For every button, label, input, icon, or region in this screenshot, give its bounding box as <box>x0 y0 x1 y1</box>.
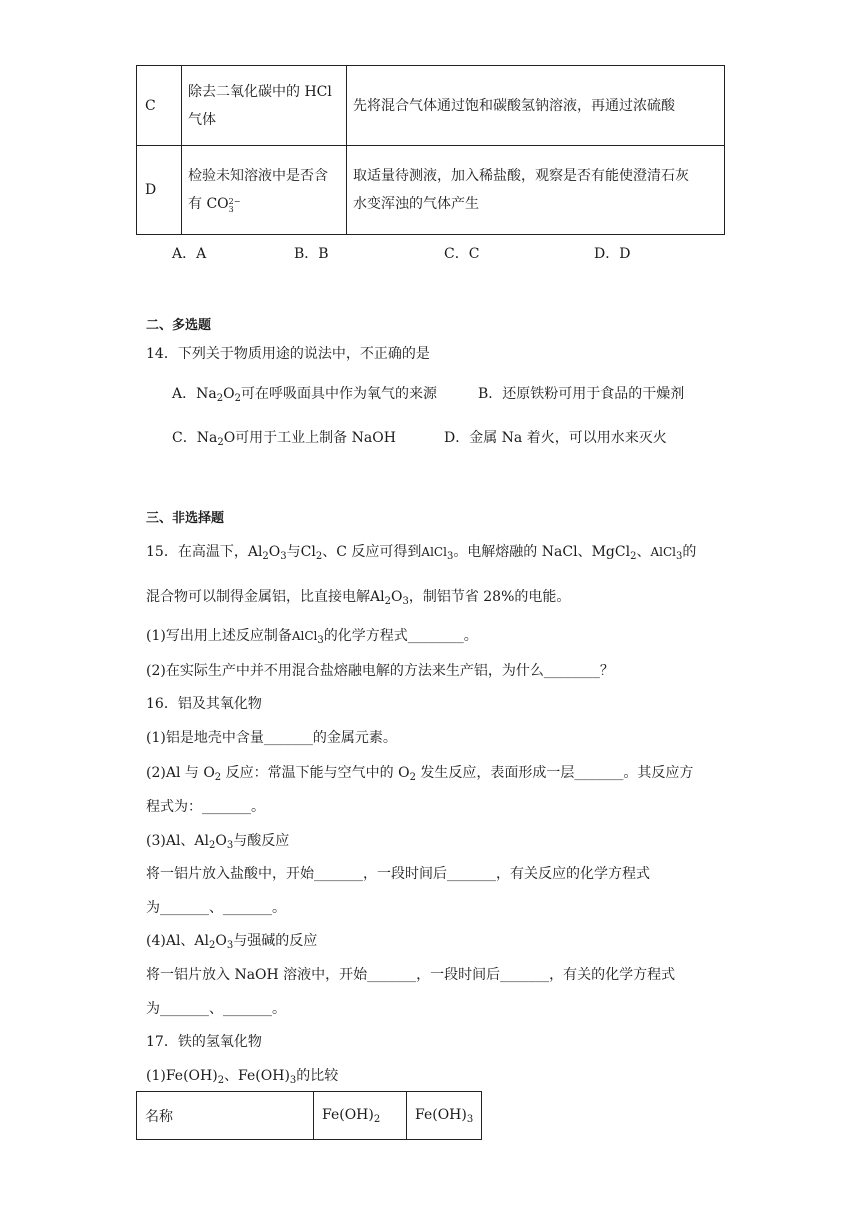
formula-sub: 2 <box>217 437 224 448</box>
option-text: 可在呼吸面具中作为氧气的来源 <box>240 386 437 402</box>
q16-part-3-line-3: 为_______、_______。 <box>146 900 286 916</box>
text: 混合物可以制得金属铝，比直接电解 <box>146 589 370 605</box>
q16-part-3 <box>146 834 289 851</box>
text: 15．在高温下， <box>146 544 248 560</box>
formula-sub: 3 <box>446 551 454 562</box>
formula-sub: 3 <box>466 1113 474 1125</box>
formula-sub: 3 <box>226 840 234 851</box>
text: 反应：常温下能与空气中的 O <box>221 765 410 781</box>
row-purpose <box>182 146 347 235</box>
option-text: 可用于工业上制备 NaOH <box>235 430 396 446</box>
formula-sub: 3 <box>402 596 409 607</box>
q16-part-1: (1)铝是地壳中含量_______的金属元素。 <box>146 730 397 746</box>
formula-part: Na <box>196 386 217 402</box>
formula-sub: 2 <box>315 551 323 562</box>
method-line-2: 水变浑浊的气体产生 <box>353 196 479 212</box>
section-title: 三、非选择题 <box>146 511 225 526</box>
formula-part: O <box>223 430 236 446</box>
q16-title: 16．铝及其氧化物 <box>146 696 262 712</box>
q16-part-2-line-2: 程式为：_______。 <box>146 799 265 815</box>
q16-part-3-line-2: 将一铝片放入盐酸中，开始_______，一段时间后_______，有关反应的化学方程式 <box>146 866 650 882</box>
formula-sub: 2 <box>209 840 216 851</box>
q15-part-1 <box>146 629 478 646</box>
header-cell-feoh2 <box>314 1092 407 1140</box>
q15-part-2: (2)在实际生产中并不用混合盐熔融电解的方法来生产铝，为什么________？ <box>146 663 614 679</box>
text: O <box>215 933 227 949</box>
table-row <box>137 66 725 146</box>
formula <box>196 386 241 402</box>
formula-part: Fe(OH) <box>322 1106 374 1123</box>
text: ，制铝节省 28%的电能。 <box>408 589 571 605</box>
formula-part: O <box>390 589 403 605</box>
q16-part-2 <box>146 766 693 783</box>
q15-line-2 <box>146 590 570 607</box>
formula-sub: 2 <box>209 940 216 951</box>
q14-option-a <box>172 387 437 404</box>
q14-option-b: B．还原铁粉可用于食品的干燥剂 <box>478 386 685 402</box>
formula-part: Cl <box>300 544 316 560</box>
q13-options-table <box>136 65 725 235</box>
formula-part: Al <box>370 589 385 605</box>
text: 、 <box>636 544 651 560</box>
formula-part: AlCl <box>650 545 676 559</box>
formula-sub: 3 <box>280 551 287 562</box>
fe-hydroxide-table <box>136 1091 482 1140</box>
text: (3)Al、Al <box>146 833 210 849</box>
q15-line-1 <box>146 545 696 562</box>
formula-text: 有 CO <box>188 196 229 212</box>
q13-choice-d: D．D <box>594 246 631 262</box>
table-row <box>137 1092 482 1140</box>
section-title: 二、多选题 <box>146 318 212 333</box>
text: (2)Al 与 O <box>146 765 215 781</box>
text: (1)Fe(OH) <box>146 1068 218 1084</box>
formula-part: Fe(OH) <box>415 1106 467 1123</box>
formula-sub: 3 <box>289 1075 297 1086</box>
purpose-line-2: 气体 <box>188 111 216 128</box>
formula-part: O <box>268 544 281 560</box>
formula-sub: 3 <box>317 635 324 646</box>
formula-sub: 2 <box>234 393 241 404</box>
text: 、Fe(OH) <box>224 1068 290 1084</box>
formula-sub: 2 <box>409 772 416 783</box>
table-row <box>137 146 725 235</box>
formula-sub: 2 <box>216 393 224 404</box>
q14-option-c <box>172 431 396 448</box>
formula-sub: 2 <box>217 1075 225 1086</box>
row-purpose <box>182 66 347 146</box>
q14-option-d: D．金属 Na 着火，可以用水来灭火 <box>444 430 667 446</box>
formula-sub: 3 <box>226 940 234 951</box>
formula-sub: 2 <box>384 596 391 607</box>
formula-sub: 2 <box>262 551 269 562</box>
text: 与 <box>286 544 301 560</box>
row-method: 先将混合气体通过饱和碳酸氢钠溶液，再通过浓硫酸 <box>347 66 725 146</box>
formula-sub: 2 <box>373 1113 381 1125</box>
formula-part: O <box>223 386 235 402</box>
header-cell-name: 名称 <box>137 1092 314 1140</box>
formula <box>197 430 235 446</box>
text: 的化学方程式________。 <box>323 628 478 644</box>
q16-part-4-line-3: 为_______、_______。 <box>146 1001 286 1017</box>
text: 的 <box>682 544 697 560</box>
method-line-1: 取适量待测液，加入稀盐酸，观察是否有能使澄清石灰 <box>353 168 689 184</box>
option-letter: A． <box>172 386 197 402</box>
q13-choice-c: C．C <box>444 246 480 262</box>
purpose-line-1: 除去二氧化碳中的 HCl <box>188 83 332 100</box>
formula-sub: 3 <box>675 551 683 562</box>
q16-part-4-line-2: 将一铝片放入 NaOH 溶液中，开始_______，一段时间后_______，有关的化学方程式 <box>146 967 676 983</box>
formula-sub: 2 <box>214 772 222 783</box>
ion-sup: 2− <box>228 197 241 206</box>
q17-part-1 <box>146 1069 338 1086</box>
text: O <box>215 833 227 849</box>
formula-part: AlCl <box>421 545 447 559</box>
formula-part: AlCl <box>291 629 318 643</box>
q14-stem: 14．下列关于物质用途的说法中，不正确的是 <box>146 346 430 362</box>
q16-part-4 <box>146 934 317 951</box>
text: 。电解熔融的 NaCl、 <box>453 544 592 560</box>
q17-title: 17．铁的氢氧化物 <box>146 1034 262 1050</box>
row-method <box>347 146 725 235</box>
q13-choice-a: A．A <box>172 246 207 262</box>
text: (4)Al、Al <box>146 933 210 949</box>
formula-part: Na <box>196 430 218 446</box>
row-label: C <box>137 66 182 146</box>
text: (1)写出用上述反应制备 <box>146 628 292 644</box>
formula-sub: 2 <box>630 551 637 562</box>
text: 与强碱的反应 <box>233 933 318 949</box>
purpose-line-1: 检验未知溶液中是否含 <box>188 168 328 184</box>
text: 与酸反应 <box>233 833 290 849</box>
formula-part: Al <box>247 544 263 560</box>
text: 发生反应，表面形成一层_______。其反应方 <box>415 765 694 781</box>
text: 、C 反应可得到 <box>322 544 422 560</box>
text: 的比较 <box>296 1068 339 1084</box>
formula-part: MgCl <box>591 544 631 560</box>
ion-sub: 3 <box>228 205 234 214</box>
option-letter: C． <box>172 430 197 446</box>
header-cell-feoh3 <box>407 1092 482 1140</box>
purpose-line-2 <box>188 190 340 218</box>
row-label: D <box>137 146 182 235</box>
ion-charge <box>229 198 241 214</box>
q13-choice-b: B．B <box>294 246 329 262</box>
